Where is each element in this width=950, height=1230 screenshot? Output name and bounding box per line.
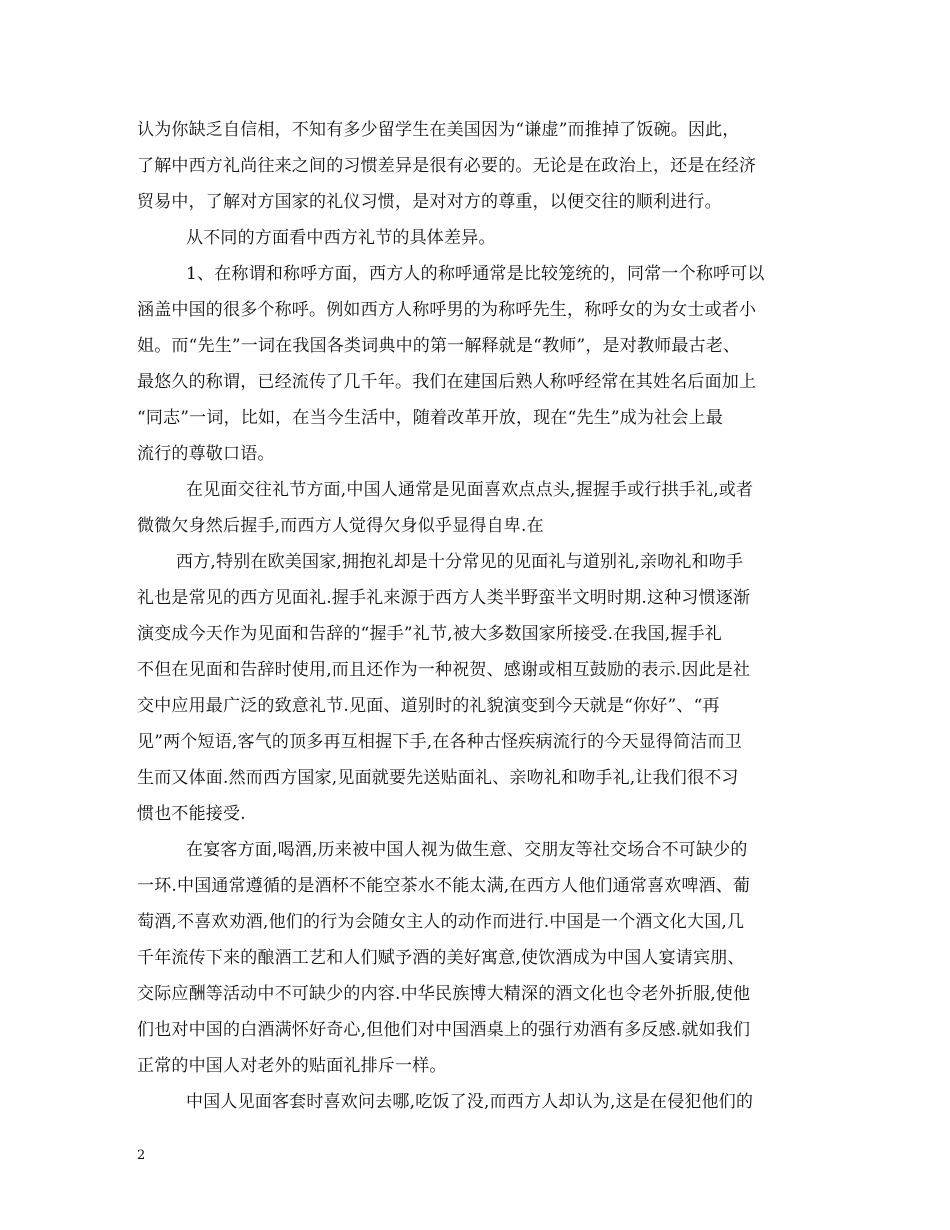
- text-line: 最悠久的称谓，已经流传了几千年。我们在建国后熟人称呼经常在其姓名后面加上: [137, 372, 757, 392]
- text-line: 礼也是常见的西方见面礼.握手礼来源于西方人类半野蛮半文明时期.这种习惯逐渐: [137, 588, 751, 608]
- text-line: 涵盖中国的很多个称呼。例如西方人称呼男的为称呼先生，称呼女的为女士或者小: [137, 300, 757, 320]
- text-line: 姐。而“先生”一词在我国各类词典中的第一解释就是“教师”，是对教师最古老、: [137, 336, 741, 356]
- text-line: 流行的尊敬口语。: [137, 444, 275, 464]
- text-line: 微微欠身然后握手,而西方人觉得欠身似乎显得自卑.在: [137, 516, 544, 536]
- text-line: 正常的中国人对老外的贴面礼排斥一样。: [137, 1056, 447, 1076]
- text-line: 们也对中国的白酒满怀好奇心,但他们对中国酒桌上的强行劝酒有多反感.就如我们: [137, 1020, 751, 1040]
- text-line: 不但在见面和告辞时使用,而且还作为一种祝贺、感谢或相互鼓励的表示.因此是社: [137, 660, 751, 680]
- text-line: 萄酒,不喜欢劝酒,他们的行为会随女主人的动作而进行.中国是一个酒文化大国,几: [137, 912, 745, 932]
- text-line: 一环.中国通常遵循的是酒杯不能空茶水不能太满,在西方人他们通常喜欢啤酒、葡: [137, 876, 751, 896]
- text-line: 千年流传下来的酿酒工艺和人们赋予酒的美好寓意,使饮酒成为中国人宴请宾朋、: [137, 948, 745, 968]
- text-line: 从不同的方面看中西方礼节的具体差异。: [186, 228, 496, 248]
- text-line: 生而又体面.然而西方国家,见面就要先送贴面礼、亲吻礼和吻手礼,让我们很不习: [137, 768, 739, 788]
- text-line: 了解中西方礼尚往来之间的习惯差异是很有必要的。无论是在政治上，还是在经济: [137, 156, 757, 176]
- text-line: 交中应用最广泛的致意礼节.见面、道别时的礼貌演变到今天就是“你好”、“再: [137, 696, 720, 716]
- text-line: 在宴客方面,喝酒,历来被中国人视为做生意、交朋友等社交场合不可缺少的: [186, 840, 748, 860]
- text-line: 认为你缺乏自信相，不知有多少留学生在美国因为“谦虚”而推掉了饭碗。因此，: [137, 120, 740, 140]
- text-line: “同志”一词，比如，在当今生活中，随着改革开放，现在“先生”成为社会上最: [137, 408, 723, 428]
- text-line: 在见面交往礼节方面,中国人通常是见面喜欢点点头,握握手或行拱手礼,或者: [186, 480, 754, 500]
- text-line: 演变成今天作为见面和告辞的“握手”礼节,被大多数国家所接受.在我国,握手礼: [137, 624, 722, 644]
- text-line: 见”两个短语,客气的顶多再互相握下手,在各种古怪疾病流行的今天显得简洁而卫: [137, 732, 742, 752]
- text-line: 中国人见面客套时喜欢问去哪,吃饭了没,而西方人却认为,这是在侵犯他们的: [186, 1092, 754, 1112]
- text-line: 贸易中，了解对方国家的礼仪习惯，是对对方的尊重，以便交往的顺利进行。: [137, 192, 722, 212]
- text-line: 惯也不能接受.: [137, 804, 246, 824]
- text-line: 交际应酬等活动中不可缺少的内容.中华民族博大精深的酒文化也令老外折服,使他: [137, 984, 751, 1004]
- text-line: 西方,特别在欧美国家,拥抱礼却是十分常见的见面礼与道别礼,亲吻礼和吻手: [176, 552, 744, 572]
- page-number: 2: [137, 1148, 146, 1163]
- text-line: 1、在称谓和称呼方面，西方人的称呼通常是比较笼统的，同常一个称呼可以: [186, 264, 765, 284]
